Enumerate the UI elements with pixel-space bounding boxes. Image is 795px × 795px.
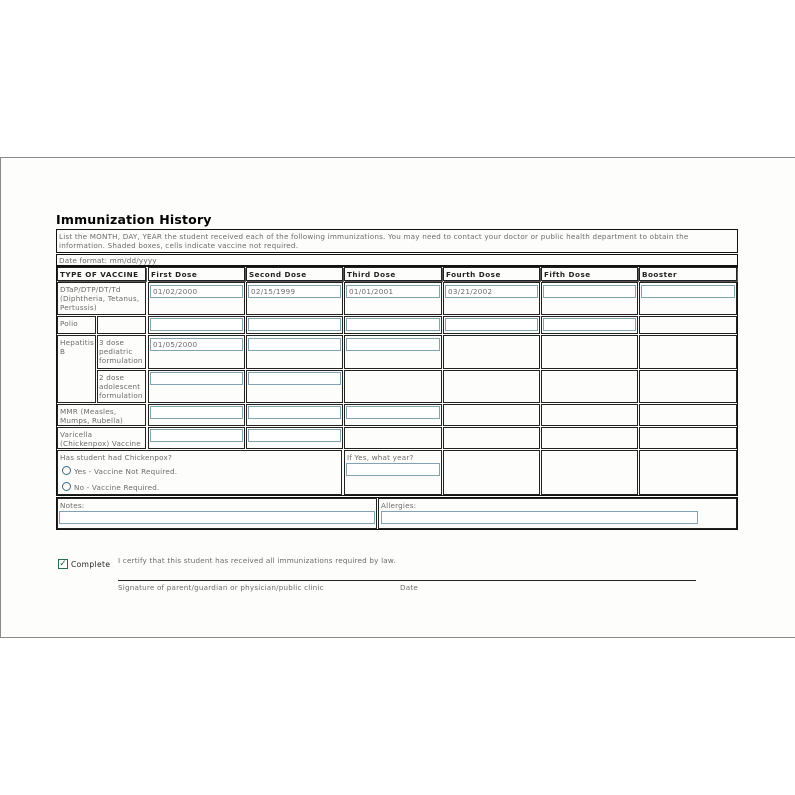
instructions-text: List the MONTH, DAY, YEAR the student received each of the following immunizations. You may need to contact your doctor or public health department to obtain the information. Shaded boxes, cells indicate vaccine not required. [59,232,689,250]
allergies-label: Allergies: [381,501,417,510]
chickenpox-empty-cell-3 [639,450,737,495]
col-header-second-dose: Second Dose [246,267,343,281]
hepb2-fifth-cell [541,370,638,403]
polio-first-dose-input[interactable] [150,318,243,331]
chickenpox-empty-cell-2 [541,450,638,495]
polio-second-dose-input[interactable] [248,318,341,331]
row-label-mmr: MMR (Measles, Mumps, Rubella) [57,404,146,426]
row-label-polio: Polio [57,316,96,334]
certify-text: I certify that this student has received all immunizations required by law. [118,556,396,565]
signature-label: Signature of parent/guardian or physician/public clinic [118,583,324,592]
col-header-third-dose: Third Dose [344,267,442,281]
polio-fourth-dose-input[interactable] [445,318,538,331]
chickenpox-question: Has student had Chickenpox? [60,453,173,462]
hepb3-fifth-cell [541,335,638,369]
hepb3-first-dose-input[interactable]: 01/05/2000 [150,338,243,351]
hepb3-booster-cell [639,335,737,369]
hepb-3-dose-label: 3 dose pediatric formulation [97,335,146,369]
hepb2-first-dose-input[interactable] [150,372,243,385]
hepb2-fourth-cell [443,370,540,403]
date-format-text: Date format: mm/dd/yyyy [59,256,157,265]
varicella-fourth-cell [443,427,540,449]
signature-line [118,580,696,581]
complete-label: Complete [71,560,111,569]
col-header-booster: Booster [639,267,737,281]
notes-input[interactable] [59,511,375,524]
polio-spacer-cell [97,316,146,334]
mmr-second-dose-input[interactable] [248,406,341,419]
date-format-box [56,254,738,266]
dtap-third-dose-input[interactable]: 01/01/2001 [346,285,440,298]
varicella-fifth-cell [541,427,638,449]
dtap-first-dose-input[interactable]: 01/02/2000 [150,285,243,298]
row-label-varicella: Varicella (Chickenpox) Vaccine [57,427,146,449]
col-header-fourth-dose: Fourth Dose [443,267,540,281]
col-header-type: TYPE OF VACCINE [57,267,146,281]
dtap-fourth-dose-input[interactable]: 03/21/2002 [445,285,538,298]
chickenpox-question-cell [57,450,342,495]
varicella-second-dose-input[interactable] [248,429,341,442]
varicella-first-dose-input[interactable] [150,429,243,442]
hepb2-second-dose-input[interactable] [248,372,341,385]
hepb3-second-dose-input[interactable] [248,338,341,351]
mmr-fourth-cell [443,404,540,426]
chickenpox-no-label: No - Vaccine Required. [74,483,160,492]
mmr-first-dose-input[interactable] [150,406,243,419]
hepb2-booster-cell [639,370,737,403]
mmr-third-dose-input[interactable] [346,406,440,419]
chickenpox-yes-radio[interactable] [62,466,71,475]
dtap-booster-input[interactable] [641,285,735,298]
polio-booster-cell [639,316,737,334]
hepb2-third-cell [344,370,442,403]
col-header-fifth-dose: Fifth Dose [541,267,638,281]
varicella-third-cell [344,427,442,449]
varicella-booster-cell [639,427,737,449]
mmr-booster-cell [639,404,737,426]
row-label-hepatitis-b: Hepatitis B [57,335,96,403]
hepb3-third-dose-input[interactable] [346,338,440,351]
hepb-2-dose-label: 2 dose adolescent formulation [97,370,146,403]
instructions-box [56,229,738,253]
dtap-fifth-dose-input[interactable] [543,285,636,298]
hepb3-fourth-cell [443,335,540,369]
date-label: Date [400,583,418,592]
notes-label: Notes: [60,501,85,510]
row-label-dtap: DTaP/DTP/DT/Td (Diphtheria, Tetanus, Pertussis) [57,282,146,315]
col-header-first-dose: First Dose [148,267,245,281]
allergies-input[interactable] [381,511,698,524]
polio-third-dose-input[interactable] [346,318,440,331]
chickenpox-yes-label: Yes - Vaccine Not Required. [74,467,178,476]
chickenpox-no-radio[interactable] [62,482,71,491]
mmr-fifth-cell [541,404,638,426]
dtap-second-dose-input[interactable]: 02/15/1999 [248,285,341,298]
chickenpox-year-label: If Yes, what year? [347,453,414,462]
chickenpox-empty-cell-1 [443,450,540,495]
page-title: Immunization History [56,212,212,227]
complete-checkbox[interactable]: ✓ [59,559,67,569]
chickenpox-year-input[interactable] [346,463,440,476]
polio-fifth-dose-input[interactable] [543,318,636,331]
